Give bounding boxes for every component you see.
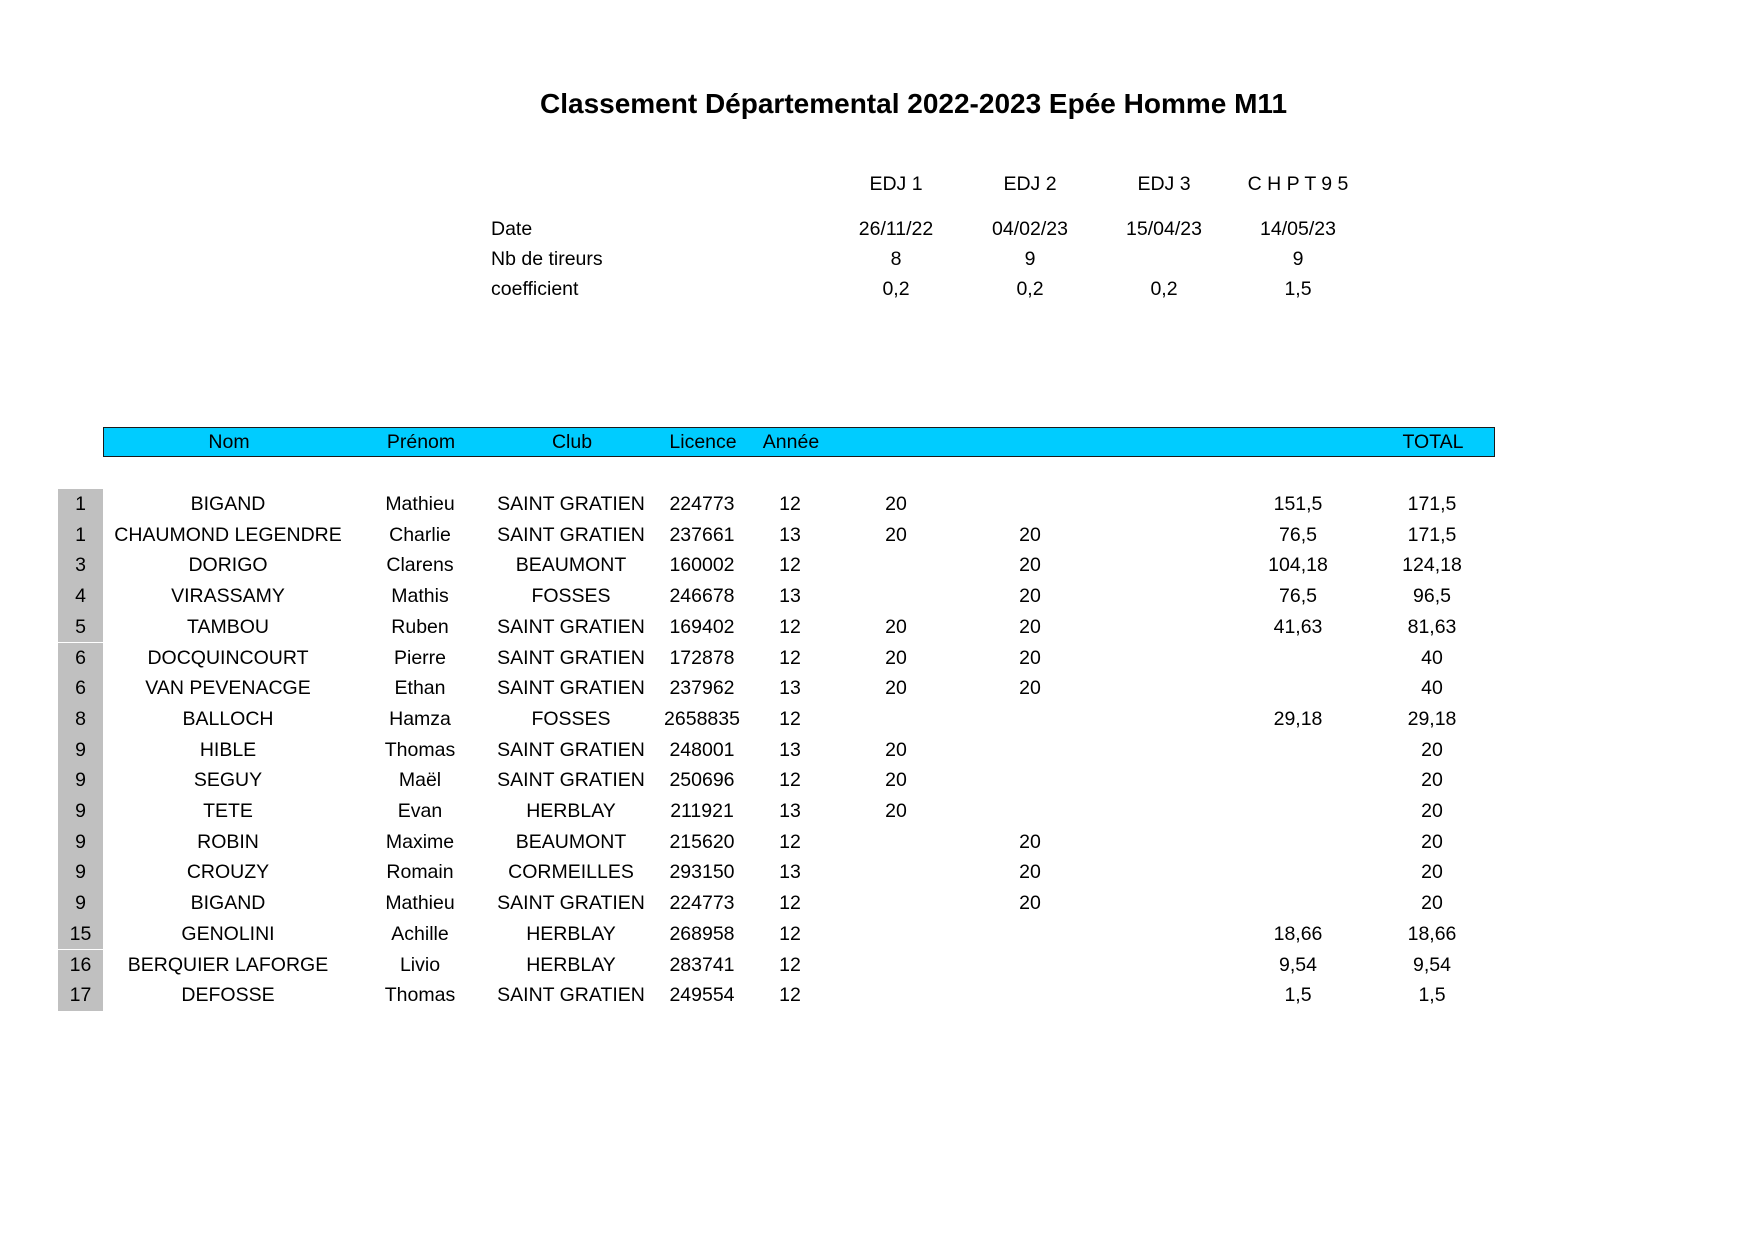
- edj2-score-cell: 20: [1019, 677, 1041, 700]
- licence-cell: 160002: [669, 554, 735, 577]
- nom-cell: BIGAND: [190, 493, 266, 515]
- prenom-cell: Mathieu: [385, 493, 455, 515]
- chpt95-score-cell: 29,18: [1273, 707, 1323, 730]
- event-label-edj1: EDJ 1: [869, 173, 923, 195]
- header-licence: Licence: [669, 431, 737, 453]
- edj3-score-cell: [1097, 980, 1231, 1011]
- licence-cell: 224773: [669, 493, 735, 515]
- licence-cell: 268958: [669, 922, 735, 945]
- prenom-cell: Romain: [386, 861, 454, 884]
- club-cell: SAINT GRATIEN: [497, 646, 645, 669]
- header-nom: Nom: [208, 431, 250, 453]
- nom-cell: DEFOSSE: [181, 984, 275, 1007]
- chpt95-score-cell: [1231, 735, 1365, 766]
- event-label-chpt95: C H P T 9 5: [1247, 173, 1349, 195]
- table-row: [0, 550, 1754, 581]
- prenom-cell: Livio: [399, 953, 441, 976]
- annee-cell: 13: [779, 677, 801, 700]
- total-cell: 20: [1421, 861, 1443, 884]
- annee-cell: 13: [779, 523, 801, 546]
- nom-cell: ROBIN: [197, 830, 259, 853]
- total-cell: 20: [1421, 769, 1443, 792]
- nom-cell: BALLOCH: [182, 707, 274, 730]
- edj1-score-cell: [829, 980, 963, 1011]
- chpt95-score-cell: 151,5: [1273, 493, 1323, 515]
- edj3-score-cell: [1097, 550, 1231, 581]
- chpt95-score-cell: 76,5: [1279, 585, 1317, 608]
- club-cell: FOSSES: [531, 585, 611, 608]
- club-cell: SAINT GRATIEN: [497, 677, 645, 700]
- table-row: [0, 735, 1754, 766]
- chpt95-score-cell: [1231, 796, 1365, 827]
- rank-cell: 9: [58, 888, 103, 919]
- licence-cell: 215620: [669, 830, 735, 853]
- table-row: [0, 581, 1754, 612]
- total-cell: 124,18: [1402, 554, 1462, 577]
- edj3-score-cell: [1097, 643, 1231, 674]
- edj1-score-cell: [829, 550, 963, 581]
- table-row: [0, 857, 1754, 888]
- prenom-cell: Maxime: [385, 830, 455, 853]
- table-row: [0, 612, 1754, 643]
- edj2-score-cell: [963, 735, 1097, 766]
- table-row: [0, 827, 1754, 858]
- edj1-score-cell: 20: [885, 493, 907, 515]
- edj2-score-cell: [963, 704, 1097, 735]
- annee-cell: 12: [779, 615, 801, 638]
- total-cell: 20: [1421, 830, 1443, 853]
- event-coef-chpt95: 1,5: [1284, 278, 1312, 300]
- event-label-edj2: EDJ 2: [1003, 173, 1057, 195]
- club-cell: FOSSES: [531, 707, 611, 730]
- nom-cell: DORIGO: [188, 554, 268, 577]
- prenom-cell: Mathis: [391, 585, 449, 608]
- licence-cell: 211921: [670, 800, 734, 822]
- club-cell: SAINT GRATIEN: [497, 892, 645, 915]
- total-cell: 9,54: [1413, 953, 1451, 976]
- chpt95-score-cell: 41,63: [1273, 615, 1323, 638]
- rank-cell: 6: [58, 673, 103, 704]
- rank-cell: 6: [58, 643, 103, 674]
- nom-cell: CHAUMOND LEGENDRE: [114, 523, 342, 546]
- edj3-score-cell: [1097, 857, 1231, 888]
- header-annee: Année: [762, 431, 820, 453]
- chpt95-score-cell: [1231, 888, 1365, 919]
- nom-cell: CROUZY: [186, 861, 270, 884]
- total-cell: 20: [1421, 892, 1443, 915]
- annee-cell: 13: [779, 800, 801, 822]
- club-cell: SAINT GRATIEN: [497, 493, 645, 515]
- rank-cell: 1: [58, 520, 103, 551]
- licence-cell: 246678: [669, 585, 735, 608]
- edj2-score-cell: [963, 980, 1097, 1011]
- edj3-score-cell: [1097, 950, 1231, 981]
- table-row: [0, 980, 1754, 1011]
- table-row: [0, 520, 1754, 551]
- edj1-score-cell: 20: [885, 523, 907, 546]
- annee-cell: 12: [779, 769, 801, 792]
- edj2-score-cell: 20: [1019, 523, 1041, 546]
- total-cell: 1,5: [1418, 984, 1446, 1007]
- nom-cell: SEGUY: [193, 769, 263, 792]
- event-nb-edj2: 9: [1024, 248, 1036, 270]
- nom-cell: GENOLINI: [181, 922, 275, 945]
- licence-cell: 2658835: [664, 707, 740, 730]
- nom-cell: BERQUIER LAFORGE: [127, 953, 329, 976]
- rank-cell: 9: [58, 796, 103, 827]
- edj1-score-cell: 20: [885, 769, 907, 792]
- edj2-score-cell: 20: [1019, 646, 1041, 669]
- table-header: [103, 427, 1495, 457]
- table-row: [0, 796, 1754, 827]
- table-row: [0, 673, 1754, 704]
- licence-cell: 237962: [669, 677, 735, 700]
- coefficient-label: coefficient: [491, 278, 579, 300]
- chpt95-score-cell: 1,5: [1284, 984, 1312, 1007]
- annee-cell: 13: [779, 861, 801, 884]
- licence-cell: 224773: [669, 892, 735, 915]
- edj3-score-cell: [1097, 765, 1231, 796]
- total-cell: 40: [1421, 677, 1443, 700]
- edj3-score-cell: [1097, 612, 1231, 643]
- table-row: [0, 489, 1754, 520]
- edj2-score-cell: [963, 489, 1097, 520]
- annee-cell: 12: [779, 984, 801, 1007]
- edj2-score-cell: 20: [1019, 585, 1041, 608]
- table-row: [0, 704, 1754, 735]
- edj2-score-cell: 20: [1019, 830, 1041, 853]
- table-row: [0, 765, 1754, 796]
- edj3-score-cell: [1097, 735, 1231, 766]
- rank-cell: 9: [58, 735, 103, 766]
- table-row: [0, 888, 1754, 919]
- annee-cell: 12: [779, 922, 801, 945]
- prenom-cell: Clarens: [386, 554, 454, 577]
- edj1-score-cell: 20: [885, 738, 907, 761]
- licence-cell: 172878: [669, 646, 735, 669]
- annee-cell: 13: [779, 585, 801, 608]
- edj1-score-cell: [829, 857, 963, 888]
- edj1-score-cell: [829, 827, 963, 858]
- prenom-cell: Ethan: [394, 677, 446, 700]
- event-date-edj1: 26/11/22: [858, 218, 934, 240]
- edj2-score-cell: 20: [1019, 861, 1041, 884]
- table-row: [0, 643, 1754, 674]
- rank-cell: 9: [58, 827, 103, 858]
- chpt95-score-cell: 9,54: [1279, 953, 1317, 976]
- table-row: [0, 919, 1754, 950]
- edj2-score-cell: [963, 765, 1097, 796]
- date-label: Date: [491, 218, 533, 240]
- prenom-cell: Thomas: [384, 738, 456, 761]
- edj1-score-cell: [829, 704, 963, 735]
- edj3-score-cell: [1097, 919, 1231, 950]
- edj1-score-cell: [829, 950, 963, 981]
- prenom-cell: Ruben: [391, 615, 449, 638]
- club-cell: SAINT GRATIEN: [497, 615, 645, 638]
- club-cell: HERBLAY: [526, 922, 616, 945]
- edj1-score-cell: 20: [885, 615, 907, 638]
- table-row: [0, 950, 1754, 981]
- licence-cell: 293150: [669, 861, 735, 884]
- licence-cell: 169402: [669, 615, 735, 638]
- club-cell: SAINT GRATIEN: [497, 769, 645, 792]
- total-cell: 96,5: [1413, 585, 1451, 608]
- club-cell: CORMEILLES: [508, 861, 634, 884]
- total-cell: 18,66: [1407, 922, 1457, 945]
- rank-cell: 4: [58, 581, 103, 612]
- rank-cell: 1: [58, 489, 103, 520]
- chpt95-score-cell: 76,5: [1279, 523, 1317, 546]
- licence-cell: 283741: [669, 953, 735, 976]
- edj2-score-cell: [963, 950, 1097, 981]
- edj2-score-cell: [963, 919, 1097, 950]
- edj2-score-cell: 20: [1019, 892, 1041, 915]
- edj1-score-cell: 20: [885, 800, 907, 822]
- event-date-edj2: 04/02/23: [992, 218, 1068, 240]
- annee-cell: 12: [779, 646, 801, 669]
- page-title: Classement Départemental 2022-2023 Epée Homme M11: [540, 88, 1288, 119]
- edj3-score-cell: [1097, 520, 1231, 551]
- event-label-edj3: EDJ 3: [1137, 173, 1191, 195]
- club-cell: BEAUMONT: [515, 830, 627, 853]
- nom-cell: VAN PEVENACGE: [145, 677, 311, 700]
- edj1-score-cell: 20: [885, 646, 907, 669]
- edj2-score-cell: 20: [1019, 554, 1041, 577]
- event-coef-edj1: 0,2: [882, 278, 910, 300]
- annee-cell: 13: [779, 738, 801, 761]
- chpt95-score-cell: 104,18: [1268, 554, 1328, 577]
- rank-cell: 9: [58, 857, 103, 888]
- prenom-cell: Maël: [398, 769, 442, 792]
- prenom-cell: Thomas: [384, 984, 456, 1007]
- event-nb-edj1: 8: [890, 248, 902, 270]
- licence-cell: 237661: [669, 523, 735, 546]
- total-cell: 20: [1421, 738, 1443, 761]
- annee-cell: 12: [779, 554, 801, 577]
- edj3-score-cell: [1097, 704, 1231, 735]
- prenom-cell: Achille: [391, 922, 449, 945]
- edj3-score-cell: [1097, 827, 1231, 858]
- chpt95-score-cell: [1231, 827, 1365, 858]
- chpt95-score-cell: [1231, 673, 1365, 704]
- rank-cell: 8: [58, 704, 103, 735]
- edj1-score-cell: 20: [885, 677, 907, 700]
- annee-cell: 12: [779, 707, 801, 730]
- edj3-score-cell: [1097, 581, 1231, 612]
- total-cell: 81,63: [1407, 615, 1457, 638]
- edj2-score-cell: [963, 796, 1097, 827]
- prenom-cell: Evan: [397, 800, 443, 822]
- nom-cell: BIGAND: [190, 892, 266, 915]
- event-date-edj3: 15/04/23: [1126, 218, 1202, 240]
- total-cell: 40: [1421, 646, 1443, 669]
- edj3-score-cell: [1097, 673, 1231, 704]
- nb-tireurs-label: Nb de tireurs: [491, 248, 603, 270]
- annee-cell: 12: [779, 830, 801, 853]
- event-nb-chpt95: 9: [1292, 248, 1304, 270]
- nom-cell: VIRASSAMY: [171, 585, 285, 608]
- total-cell: 29,18: [1407, 707, 1457, 730]
- prenom-cell: Mathieu: [385, 892, 455, 915]
- rank-cell: 16: [58, 950, 103, 981]
- header-total: TOTAL: [1402, 431, 1464, 453]
- licence-cell: 250696: [669, 769, 735, 792]
- event-coef-edj3: 0,2: [1150, 278, 1178, 300]
- club-cell: SAINT GRATIEN: [497, 738, 645, 761]
- rank-cell: 15: [58, 919, 103, 950]
- rank-cell: 3: [58, 550, 103, 581]
- edj1-score-cell: [829, 919, 963, 950]
- edj3-score-cell: [1097, 888, 1231, 919]
- edj3-score-cell: [1097, 489, 1231, 520]
- nom-cell: DOCQUINCOURT: [147, 646, 309, 669]
- total-cell: 171,5: [1407, 493, 1457, 515]
- annee-cell: 12: [779, 953, 801, 976]
- event-coef-edj2: 0,2: [1016, 278, 1044, 300]
- licence-cell: 249554: [669, 984, 735, 1007]
- total-cell: 171,5: [1407, 523, 1457, 546]
- edj1-score-cell: [829, 888, 963, 919]
- header-club: Club: [551, 431, 593, 453]
- annee-cell: 12: [779, 493, 801, 515]
- edj3-score-cell: [1097, 796, 1231, 827]
- club-cell: HERBLAY: [526, 953, 616, 976]
- prenom-cell: Hamza: [389, 707, 451, 730]
- nom-cell: TAMBOU: [187, 615, 269, 638]
- club-cell: SAINT GRATIEN: [497, 523, 645, 546]
- club-cell: SAINT GRATIEN: [497, 984, 645, 1007]
- club-cell: HERBLAY: [526, 800, 616, 822]
- chpt95-score-cell: [1231, 765, 1365, 796]
- prenom-cell: Charlie: [389, 523, 451, 546]
- rank-cell: 9: [58, 765, 103, 796]
- nom-cell: TETE: [203, 800, 253, 822]
- prenom-cell: Pierre: [393, 646, 447, 669]
- nom-cell: HIBLE: [199, 738, 257, 761]
- edj2-score-cell: 20: [1019, 615, 1041, 638]
- chpt95-score-cell: [1231, 643, 1365, 674]
- chpt95-score-cell: [1231, 857, 1365, 888]
- annee-cell: 12: [779, 892, 801, 915]
- header-prenom: Prénom: [386, 431, 456, 453]
- licence-cell: 248001: [669, 738, 735, 761]
- rank-cell: 5: [58, 612, 103, 643]
- rank-cell: 17: [58, 980, 103, 1011]
- event-date-chpt95: 14/05/23: [1260, 218, 1336, 240]
- edj1-score-cell: [829, 581, 963, 612]
- total-cell: 20: [1421, 800, 1443, 822]
- chpt95-score-cell: 18,66: [1273, 922, 1323, 945]
- club-cell: BEAUMONT: [515, 554, 627, 577]
